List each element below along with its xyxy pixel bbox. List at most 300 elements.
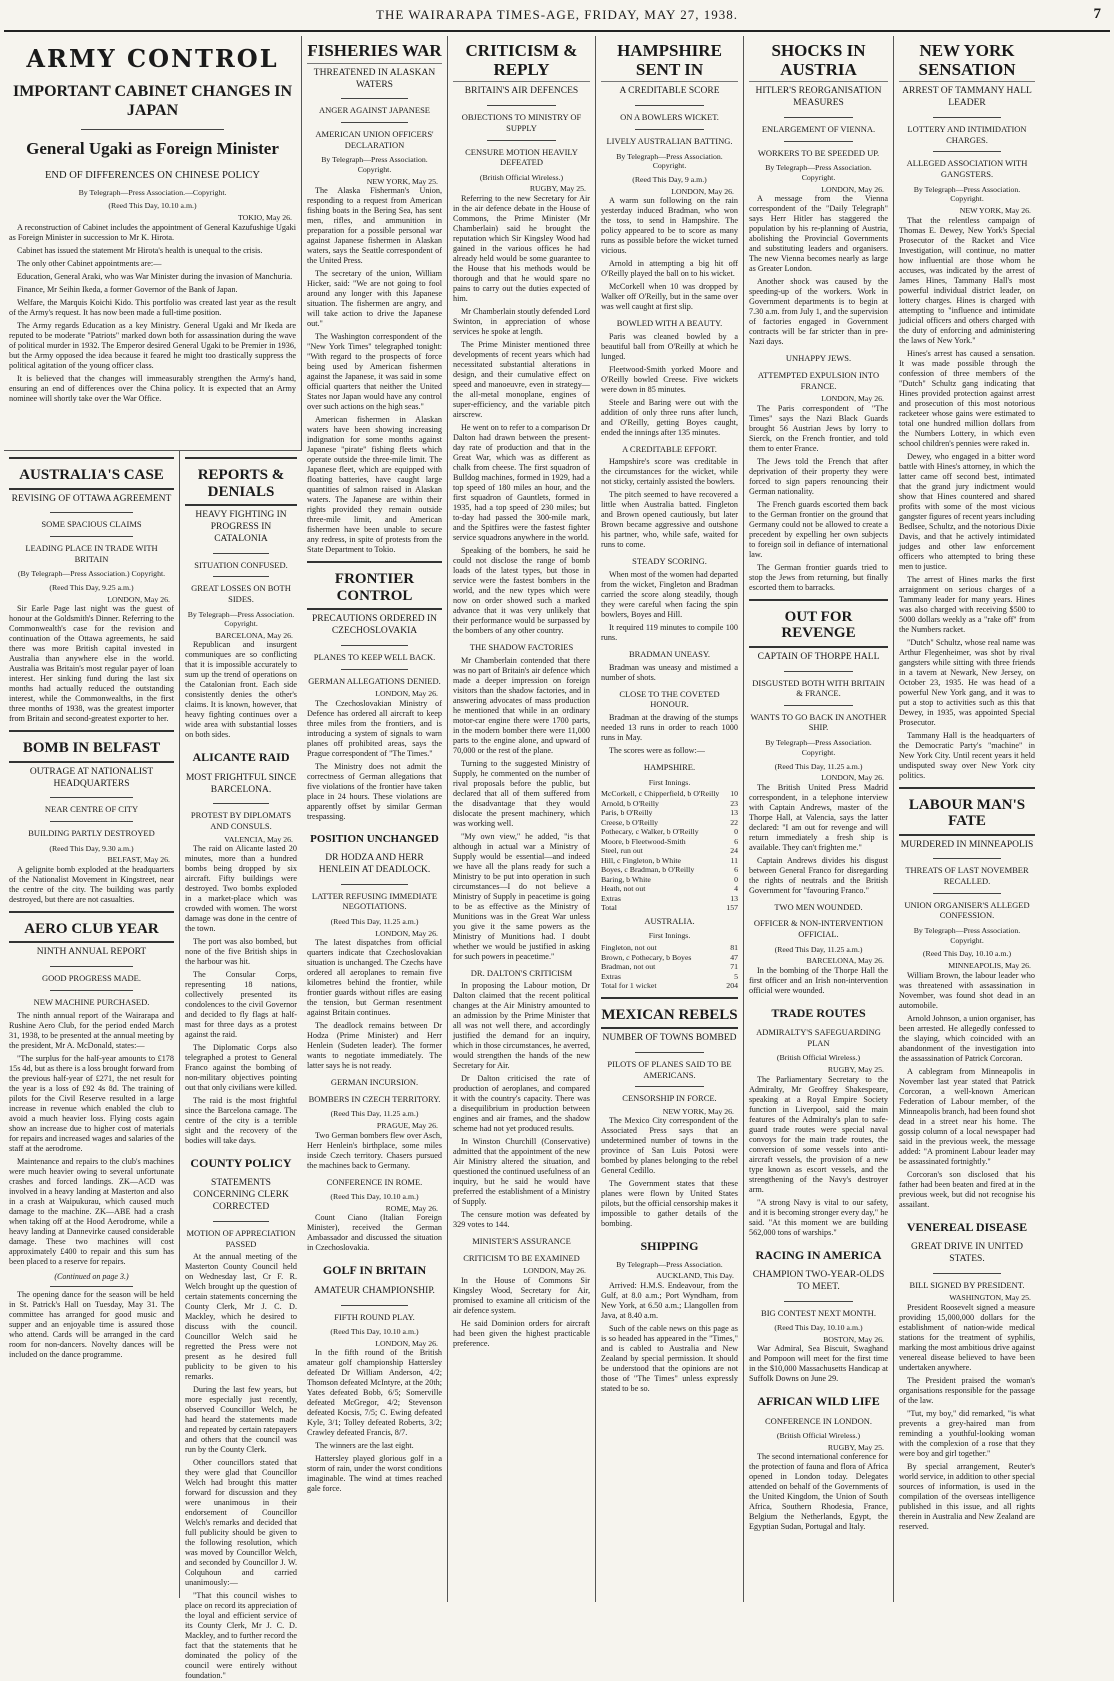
steady-body — [601, 570, 738, 643]
fisheries-place: NEW YORK, May 25. — [366, 176, 438, 186]
batsman: Brown, c Pothecary, b Boyes — [601, 952, 692, 962]
paragraph: Arnold Johnson, a union organiser, has been arrested. He allegedly confessed to the slaying, which coincided with an abandonment of the investigation into the assassination of Patrick Corcoran. — [899, 1013, 1035, 1063]
shipping-place: AUCKLAND, This Day. — [656, 1271, 734, 1281]
batsman: Extras — [601, 971, 621, 981]
paragraph: The French guards escorted them back to the German frontier on the ground that Germany could not be allowed to create a precedent by expelling her own subjects to foreign soil in defiance of international law. — [749, 499, 888, 559]
wildlife-deck: CONFERENCE IN LONDON. — [765, 1415, 872, 1426]
paragraph: The only other Cabinet appointments are:— — [17, 258, 162, 268]
paragraph: Bradman at the drawing of the stumps needed 13 runs in order to reach 1000 runs in May. — [601, 712, 738, 742]
columns — [4, 36, 1110, 1681]
paragraph: Dewey, who engaged in a bitter word battle with Hines's attorney, in which the latter came off second best, intimated that the grand jury indictment would show that Hines countered and shared profits with some of the most vicious gangster figures of recent years including Bedlsee, Schultz, and the notorious Dixie Davis, and that he actively intimidated judges and other law enforcement officers who attempted to bring these men to justice. — [899, 451, 1035, 571]
paragraph: The opening dance for the season will be held in St. Patrick's Hall on Tuesday, May 31. The committee has arranged for good music and supper and an enjoyable time is assured those who attend. Cards will be arranged in the card room for non-dancers. Novelty dances will be included on the dance programme. — [9, 1290, 174, 1360]
wounded-body — [749, 966, 888, 996]
alicante-headline: ALICANTE RAID — [192, 750, 290, 765]
reports-body — [185, 640, 297, 740]
masthead-title: THE WAIRARAPA TIMES-AGE, FRIDAY, MAY 27, 1938. — [376, 7, 738, 22]
fisheries-credit: By Telegraph—Press Association. Copyright. — [321, 155, 428, 175]
runs: 13 — [730, 808, 738, 818]
deck-line: FIFTH ROUND PLAY. — [334, 1311, 415, 1322]
revenge-received: (Reed This Day, 11.25 a.m.) — [774, 761, 863, 771]
county-headline: COUNTY POLICY — [190, 1156, 292, 1171]
trade-credit: (British Official Wireless.) — [776, 1053, 861, 1063]
runs: 4 — [734, 884, 738, 894]
column-4 — [448, 36, 596, 1602]
paragraph: Count Ciano (Italian Foreign Minister), received the German Ambassador and discussed the situation in Czechoslovakia. — [307, 1213, 442, 1253]
labour-credit: By Telegraph—Press Association. Copyright. — [913, 925, 1021, 945]
score-row — [601, 875, 738, 885]
paragraph: In the House of Commons Sir Kingsley Wood, Secretary for Air, promised to examine all criticism of the air defence system. — [453, 1275, 590, 1315]
paragraph: "Dutch" Schultz, whose real name was Arthur Flegenheimer, was shot by rival gangsters while sitting with three friends in a tavern at Newark, New Jersey, on October 23, 1935. He was head of a powerful New York gang, and it was to put a stop to activities such as this that Dewey, in 1935, was appointed Special Prosecutor. — [899, 637, 1035, 727]
deck-line: PLANES TO KEEP WELL BACK. — [313, 652, 436, 663]
score-row — [601, 818, 738, 828]
deck-line: OUTRAGE AT NATIONALIST HEADQUARTERS — [29, 766, 154, 789]
total-label: Total — [601, 903, 617, 913]
paragraph: American fishermen in Alaskan waters have been showing increasing indignation for some months against Japanese "pirate" fishing fleets which operate outside the three-mile limit. The Japanese fleet, which are equipped with floating batteries, have caught large quantities of salmon raised in Alaskan waters. The Japanese are within their rights provided they remain outside three-mile limit, and American fishermen have been unable to secure any redress, in spite of protests from the State Department to Tokio. — [307, 415, 442, 555]
jews-place: LONDON, May 26. — [821, 394, 884, 404]
batsman: Pothecary, c Walker, b O'Reilly — [601, 827, 699, 837]
criticism-headline: CRITICISM & REPLY — [453, 36, 590, 82]
deck-line: GREAT LOSSES ON BOTH SIDES. — [191, 583, 291, 604]
criticism-place: RUGBY, May 25. — [529, 184, 586, 194]
paragraph: During the last few years, but more especially just recently, observed Councillor Welch, he had heard the statements made and repeated by certain ratepayers and others that the council was run by the County Clerk. — [185, 1385, 297, 1455]
army-place: TOKIO, May 26. — [238, 213, 292, 223]
mexican-decks — [601, 1029, 738, 1107]
alicante-body — [185, 844, 297, 1146]
paragraph: The pitch seemed to have recovered a little when Australia batted. Fingleton and Brown opened cautiously, but later Brown became aggressive and outshone his partner, who, while safe, waited for runs to come. — [601, 490, 738, 550]
paragraph: The Alaska Fisherman's Union, responding to a request from American fishing boats in the Bering Sea, has sent men, rifles, and ammunition in preparation for a possible personal war against Japanese fishermen in Alaskan waters, says the Seattle correspondent of the United Press. — [307, 186, 442, 266]
paragraph: The President praised the woman's organisations responsible for the passage of the law. — [899, 1375, 1035, 1405]
runs: 0 — [734, 827, 738, 837]
column-2 — [180, 451, 302, 1681]
paragraph: Mr Chamberlain contended that there was no part of Britain's air defence which made a deeper impression on foreign visitors than the shadow factories, and in answering advocates of mass production he mentioned that while in an ordinary motor-car engine there were 1700 parts, in the modern bomber there were 11,000 parts to the engine alone, and upward of 70,000 or the rest of the plane. — [453, 655, 590, 755]
deck-line: LEADING PLACE IN TRADE WITH BRITAIN — [25, 543, 158, 564]
assurance-body — [453, 1276, 590, 1349]
paragraph: Paris was cleaned bowled by a beautiful ball from O'Reilly at which he lunged. — [601, 331, 738, 361]
paragraph: Maintenance and repairs to the club's machines were much heavier owing to several unfortunate crashes and forced landings. ZK—ACD was involved in a heavy landing at Masterton and also in a crash at Waipukurau, which caused much damage to the machine. ZK—ABE had a crash when taking off at the Hood Aerodrome, while a heavy landing at Dannevirke caused considerable damage. These two machines will cost approximately £400 to repair and this sum has been placed to a reserve for repairs. — [9, 1156, 174, 1266]
australia-decks — [9, 490, 174, 568]
racing-body — [749, 1344, 888, 1384]
deck-line: PRECAUTIONS ORDERED IN CZECHOSLOVAKIA — [311, 614, 438, 637]
paragraph: War Admiral, Sea Biscuit, Swaghand and Pompoon will meet for the first time in the $10,000 Massachusetts Handicap at Suffolk Downs on June 29. — [749, 1344, 888, 1384]
paragraph: The Consular Corps, representing 18 nations, collectively presented its condolences to the civil Governor and decided to fly flags at half-mast for three days as a protest against the raid. — [185, 970, 297, 1040]
reports-headline: REPORTS & DENIALS — [197, 467, 285, 500]
runs: 6 — [734, 836, 738, 846]
nysensation-headline: NEW YORK SENSATION — [899, 36, 1035, 82]
deck-line: SITUATION CONFUSED. — [194, 559, 288, 570]
batsman: Baring, b White — [601, 874, 651, 884]
masthead — [4, 0, 1110, 32]
austria-credit: By Telegraph—Press Association. Copyright. — [765, 163, 872, 183]
deck-line: AMATEUR CHAMPIONSHIP. — [314, 1285, 435, 1296]
batsman: Hill, c Fingleton, b White — [601, 855, 681, 865]
wounded-deck: OFFICER & NON-INTERVENTION OFFICIAL. — [753, 918, 884, 940]
scoreboard-total-1 — [601, 903, 738, 913]
paragraph: Another shock was caused by the speeding-up of the workers. Work in Government departments is to begin at 7.30 a.m. from July 1, and the supervision of factories engaged in Government contracts will be far stricter than in pre-Nazi days. — [749, 277, 888, 347]
hampshire-headline: HAMPSHIRE SENT IN — [601, 36, 738, 82]
score-row — [601, 865, 738, 875]
paragraph: The secretary of the union, William Hicker, said: "We are not going to fool around any longer with this Japanese situation. The fishermen are angry, and will take action to drive the Japanese out." — [307, 269, 442, 329]
left-block — [4, 36, 302, 1681]
deck-line: ARREST OF TAMMANY HALL LEADER — [902, 86, 1032, 109]
runs: 23 — [730, 798, 738, 808]
paragraph: Corcoran's son disclosed that his father had been beaten and fired at in the previous week, but did not recognise his assailant. — [899, 1169, 1035, 1209]
paragraph: The latest dispatches from official quarters indicate that Czechoslovakian situation is unchanged. The Czechs have ordered all aeroplanes to remain five kilometres behind the frontier, while frontier guards without rifles are easing the tension, but German resentment against Britain continues. — [307, 938, 442, 1018]
paragraph: Hines's arrest has caused a sensation. It was made possible through the confession of three members of the "Dutch" Schultz gang indicating that Hines provided protection against arrest and prosecution of this most notorious racketeer whose gains were estimated to total one hundred million dollars from the Numbers Lottery, in which even school children's pennies were raked in. — [899, 348, 1035, 448]
incursion-body — [307, 1131, 442, 1171]
assurance-place: LONDON, May 26. — [523, 1266, 586, 1276]
wildlife-headline: AFRICAN WILD LIFE — [757, 1394, 880, 1409]
runs: 11 — [730, 855, 738, 865]
coveted-headline: CLOSE TO THE COVETED HONOUR. — [619, 688, 720, 710]
rome-place: ROME, May 26. — [385, 1203, 438, 1213]
australia-place: LONDON, May 26. — [107, 594, 170, 604]
deck-line: STATEMENTS CONCERNING CLERK CORRECTED — [193, 1178, 289, 1213]
runs: 22 — [730, 817, 738, 827]
incursion-place: PRAGUE, May 26. — [376, 1121, 438, 1131]
paragraph: He said Dominion orders for aircraft had been given the highest practicable preference. — [453, 1318, 590, 1348]
beauty-headline: BOWLED WITH A BEAUTY. — [616, 318, 723, 329]
deck-line: MURDERED IN MINNEAPOLIS — [900, 839, 1034, 850]
score-row — [601, 894, 738, 904]
deck-line: DR HODZA AND HERR HENLEIN AT DEADLOCK. — [318, 852, 431, 875]
paragraph: Referring to the new Secretary for Air in the air defence debate in the House of Commons, the Prime Minister (Mr Chamberlain) said he brought the reputation which Sir Kingsley Wood had gained in the various offices he had already held would be some guarantee to the House that his methods would be thorough and that he would spare no pains to carry out the duties expected of him. — [453, 193, 590, 303]
rome-body — [307, 1213, 442, 1253]
army-deck: END OF DIFFERENCES ON CHINESE POLICY — [45, 169, 260, 181]
paragraph: In Winston Churchill (Conservative) admitted that the appointment of the new Air Ministry altered the situation, and questioned the continued usefulness of an inquiry, but he said he would have preferred the establishment of a Ministry of Supply. — [453, 1137, 590, 1207]
revenge-place: LONDON, May 26. — [821, 773, 884, 783]
paragraph: Such of the cable news on this page as is so headed has appeared in the "Times," and is cabled to Australia and New Zealand by special permission. It should be understood that the opinions are not those of "The Times" unless expressly stated to be so. — [601, 1323, 738, 1393]
column-7 — [894, 36, 1040, 1602]
paragraph: The British United Press Madrid correspondent, in a telephone interview with Captain Andrews, master of the Thorpe Hall, at Valencia, says the latter declared: "I am out for revenge and will return immediately a fresh ship is available. They can't frighten me." — [749, 782, 888, 852]
paragraph: The Jews told the French that after deprivation of their property they were forced to sign papers renouncing their German nationality. — [749, 456, 888, 496]
revenge-decks — [749, 648, 888, 736]
batsman: Heath, not out — [601, 884, 646, 894]
wildlife-body — [749, 1452, 888, 1532]
scoreboard-team-1: HAMPSHIRE. — [643, 761, 696, 772]
belfast-body — [9, 865, 174, 905]
total-value: 204 — [726, 981, 738, 991]
reports-credit: By Telegraph—Press Association. Copyright. — [187, 609, 295, 629]
deck-line: NUMBER OF TOWNS BOMBED — [602, 1033, 737, 1044]
score-row — [601, 799, 738, 809]
uneasy-headline: BRADMAN UNEASY. — [628, 649, 711, 660]
racing-headline: RACING IN AMERICA — [755, 1247, 882, 1262]
golf-body — [307, 1348, 442, 1494]
army-credit: By Telegraph—Press Association.—Copyright. — [78, 187, 227, 197]
paragraph: Arrived: H.M.S. Endeavour, from the Gulf, at 8.0 a.m.; Port Wyndham, from New York, at 6.50 a.m.; Llangollen from Java, at 8.40 a.m. — [601, 1280, 738, 1320]
venereal-place: WASHINGTON, May 25. — [949, 1293, 1031, 1303]
score-row — [601, 789, 738, 799]
aero-decks — [9, 943, 174, 1010]
paragraph: In the bombing of the Thorpe Hall the first officer and an Irish non-intervention official were wounded. — [749, 965, 888, 995]
deck-line: CHAMPION TWO-YEAR-OLDS TO MEET. — [752, 1269, 885, 1292]
scoreboard-innings-1: First Innings. — [648, 777, 691, 787]
army-body — [9, 223, 296, 404]
score-row — [601, 856, 738, 866]
jews-headline: UNHAPPY JEWS. — [785, 353, 852, 364]
total-value: 157 — [726, 903, 738, 913]
runs: 13 — [730, 893, 738, 903]
score-row — [601, 943, 738, 953]
deck-line: DISGUSTED BOTH WITH BRITAIN & FRANCE. — [752, 677, 885, 699]
column-3 — [302, 36, 448, 1602]
deck-line: THREATS OF LAST NOVEMBER RECALLED. — [905, 865, 1029, 887]
paragraph: The Paris correspondent of "The Times" says the Nazi Black Guards brought 56 Austrian Jews by lorry to Sierck, on the French frontier, and told them to enter France. — [749, 403, 888, 453]
deck-line: UNION ORGANISER'S ALLEGED CONFESSION. — [904, 899, 1030, 921]
total-label: Total for 1 wicket — [601, 981, 657, 991]
deck-line: CENSORSHIP IN FORCE. — [622, 1093, 717, 1104]
belfast-headline: BOMB IN BELFAST — [22, 740, 161, 757]
aero-headline: AERO CLUB YEAR — [24, 920, 159, 937]
deck-line: CENSURE MOTION HEAVILY DEFEATED — [465, 146, 578, 168]
mexican-body — [601, 1116, 738, 1229]
paragraph: He went on to refer to a comparison Dr Dalton had drawn between the present-day rate of production and that in the Great War, which was as different as chalk from cheese. The first squadron of Bulldog machines, formed in 1929, had a top speed of 180 miles an hour, and the first squadron of Gauntlets, formed in 1935, had a top speed of 230 miles; but to-day had passed the 300-mile mark, and the Spitfires were the fastest fighter service squadrons anywhere in the world. — [453, 422, 590, 542]
incursion-deck: BOMBERS IN CZECH TERRITORY. — [308, 1093, 441, 1104]
hampshire-body — [601, 196, 738, 312]
criticism-body — [453, 194, 590, 636]
racing-received: (Reed This Day, 10.10 a.m.) — [774, 1323, 863, 1333]
belfast-decks — [9, 763, 174, 842]
paragraph: Turning to the suggested Ministry of Supply, he commented on the number of rival proposals before the public, but declared that all of them suffered from the disadvantage that they would dislocate the present machinery, which was working well. — [453, 758, 590, 828]
deck-line: PROTEST BY DIPLOMATS AND CONSULS. — [190, 810, 292, 832]
austria-headline: SHOCKS IN AUSTRIA — [749, 36, 888, 82]
hampshire-received: (Reed This Day, 9 a.m.) — [632, 174, 707, 184]
deck-line: GREAT DRIVE IN UNITED STATES. — [911, 1241, 1023, 1264]
paragraph: The deadlock remains between Dr Hodza (Prime Minister) and Herr Henlein (Sudeten leader). The former wants to negotiate immediately. The latter says he is not ready. — [307, 1021, 442, 1071]
shadow-headline: THE SHADOW FACTORIES — [469, 641, 574, 652]
paragraph: A reconstruction of Cabinet includes the appointment of General Kazufushige Ugaki as Foreign Minister in succession to Mr K. Hirota. — [9, 222, 296, 242]
deck-line: WANTS TO GO BACK IN ANOTHER SHIP. — [750, 711, 887, 733]
scoreboard — [601, 759, 738, 991]
frontier-place: LONDON, May 26. — [375, 689, 438, 699]
nysensation-credit: By Telegraph—Press Association. Copyright. — [913, 184, 1021, 204]
batsman: Paris, b O'Reilly — [601, 808, 653, 818]
paragraph: It required 119 minutes to compile 100 runs. — [601, 623, 738, 643]
score-row — [601, 837, 738, 847]
army-subhead: IMPORTANT CABINET CHANGES IN JAPAN — [12, 83, 293, 119]
column-5 — [596, 36, 744, 1602]
paragraph: Arnold in attempting a big hit off O'Reilly played the ball on to his wicket. — [601, 259, 738, 279]
paragraph: A message from the Vienna correspondent of the "Daily Telegraph" says Herr Hitler has staggered the population by his re-planning of Austria, abolishing the Provincial Governments and substituting leaders and organisers. The new Vienna becomes nearly as large as Greater London. — [749, 194, 888, 274]
paragraph: Finance, Mr Seihin Ikeda, a former Governor of the Bank of Japan. — [17, 284, 238, 294]
effort-body — [601, 457, 738, 550]
frontier-decks — [307, 610, 442, 689]
frontier-body — [307, 699, 442, 822]
column-1 — [4, 451, 180, 1598]
deck-line: NEAR CENTRE OF CITY — [44, 804, 139, 815]
assurance-headline: MINISTER'S ASSURANCE — [472, 1236, 571, 1247]
wildlife-place: RUGBY, May 25. — [827, 1442, 884, 1452]
belfast-place: BELFAST, May 26. — [107, 855, 170, 865]
score-row — [601, 846, 738, 856]
hampshire-credit: By Telegraph—Press Association. Copyright. — [616, 151, 723, 171]
paragraph: Speaking of the bombers, he said he could not disclose the range of bomb loads of the latest types, but those in service were the fastest bombers in the world, and the new types which were now on order showed such a marked advance that it was very unlikely that their performance would be surpassed by the bombers of any other country. — [453, 545, 590, 635]
paragraph: William Brown, the labour leader who was threatened with assassination in November, was found shot dead in an automobile. — [899, 970, 1035, 1010]
rome-headline: CONFERENCE IN ROME. — [326, 1176, 423, 1187]
deck-line: GERMAN ALLEGATIONS DENIED. — [308, 675, 441, 686]
deck-line: WORKERS TO BE SPEEDED UP. — [757, 147, 880, 158]
beauty-body — [601, 332, 738, 438]
austria-decks — [749, 82, 888, 161]
dance-body — [9, 1290, 174, 1360]
score-row — [601, 808, 738, 818]
mexican-place: NEW YORK, May 26. — [662, 1106, 734, 1116]
trade-body — [749, 1075, 888, 1238]
army-headline: ARMY CONTROL — [26, 44, 279, 73]
labour-body — [899, 971, 1035, 1210]
labour-decks — [899, 836, 1035, 924]
racing-place: BOSTON, May 26. — [823, 1334, 884, 1344]
paragraph: "The surplus for the half-year amounts to £178 15s 4d, but as there is a loss brought forward from the previous half-year of £271, the net result for the year is a loss of £92 4s 8d. The training of pilots for the Civil Reserve resulted in a large increase in revenue which enabled the club to avoid a much heavier loss. Flying costs again show an increase due to higher cost of materials for repairs and increased wages and salaries of the staff at the aerodrome. — [9, 1053, 174, 1153]
deck-line: GOOD PROGRESS MADE. — [42, 973, 141, 984]
wildlife-credit: (British Official Wireless.) — [776, 1431, 861, 1441]
paragraph: Hampshire's score was creditable in the circumstances for the wicket, while not sticky, certainly assisted the bowlers. — [601, 457, 738, 487]
batsman: Creese, b O'Reilly — [601, 817, 659, 827]
effort-headline: A CREDITABLE EFFORT. — [622, 443, 717, 454]
paragraph: The Diplomatic Corps also telegraphed a protest to General Franco against the bombing of non-military objectives pointing out that only civilians were killed. — [185, 1043, 297, 1093]
deck-line: BILL SIGNED BY PRESIDENT. — [909, 1279, 1025, 1290]
scoreboard-team-2: AUSTRALIA. — [644, 915, 695, 926]
alicante-decks — [185, 769, 297, 835]
wounded-received: (Reed This Day, 11.25 a.m.) — [774, 944, 863, 954]
paragraph: The raid is the most frightful since the Barcelona carnage. The centre of the city is a terrible sight and the recovery of the bodies will take days. — [185, 1096, 297, 1146]
deck-line: CAPTAIN OF THORPE HALL — [757, 651, 880, 662]
nysensation-place: NEW YORK, May 26. — [959, 206, 1031, 216]
shipping-credit: By Telegraph—Press Association. — [616, 1259, 723, 1269]
paragraph: A cablegram from Minneapolis in November last year stated that Patrick Corcoran, a well-known American Federation of Labour member, of the Minneapolis branch, had been found shot dead in a street near his home. The gossip column of a local newspaper had said in the previous week, the message added: "A prominent Labour leader may be assassinated fortnightly." — [899, 1066, 1035, 1166]
runs: 71 — [730, 962, 738, 972]
paragraph: In the fifth round of the British amateur golf championship Hattersley defeated Dr William Anderson, 4/2; Thomson defeated McIntyre, at the 20th; Yates defeated Bobb, 6/5; Somerville defeated McGregor, 4/2; Stevenson defeated Kocsis, 7/5; C. Ewing defeated Kyle, 3/1; Tolley defeated Roberts, 3/2; Crawley defeated Francis, 8/7. — [307, 1348, 442, 1438]
deck-line: ANGER AGAINST JAPANESE — [319, 105, 430, 116]
fisheries-body — [307, 186, 442, 555]
score-row — [601, 972, 738, 982]
deck-line: MOST FRIGHTFUL SINCE BARCELONA. — [185, 772, 297, 795]
incursion-headline: GERMAN INCURSION. — [330, 1077, 419, 1088]
deck-line: OBJECTIONS TO MINISTRY OF SUPPLY — [461, 112, 582, 133]
coveted-body — [601, 713, 738, 756]
page-number: 7 — [1093, 6, 1102, 22]
paragraph: Republican and insurgent communiques are so conflicting that it is impossible accurately to sum up the trend of operations on the Catalonian front. Each side consistently denies the other's claims. It is known, however, that heavy fighting continues over a wide area with substantial losses on both sides. — [185, 640, 297, 740]
venereal-body — [899, 1303, 1035, 1532]
paragraph: By special arrangement, Reuter's world service, in addition to other special sources of information, is used in the compilation of the overseas intelligence published in this issue, and all rights therein in Australia and New Zealand are reserved. — [899, 1461, 1035, 1531]
position-received: (Reed This Day, 11.25 a.m.) — [330, 916, 419, 926]
golf-place: LONDON, May 26. — [375, 1338, 438, 1348]
paragraph: Steele and Baring were out with the addition of only three runs after lunch, and O'Reilly, getting Boyes caught, ended the innings after 135 minutes. — [601, 397, 738, 437]
deck-line: BRITAIN'S AIR DEFENCES — [464, 86, 579, 97]
paragraph: Other councillors stated that they were glad that Councillor Welch had brought this matter forward for discussion and they were unanimous in their endorsement of Councillor Welch's remarks and decided that full publicity should be given to the following resolution, which was moved by Councillor Welch, and seconded by Councillor J. W. Colquhoun and carried unanimously:— — [185, 1458, 297, 1588]
paragraph: Education, General Araki, who was War Minister during the invasion of Manchuria. — [17, 271, 293, 281]
steady-headline: STEADY SCORING. — [632, 556, 707, 567]
paragraph: Fleetwood-Smith yorked Moore and O'Reilly bowled Creese. Five wickets were down in 85 minutes. — [601, 364, 738, 394]
hampshire-place: LONDON, May 26. — [671, 186, 734, 196]
paragraph: The Prime Minister mentioned three developments of recent years which had necessitated substantial alterations in design, and their cumulative effect on speed and manoeuvre, even in strategy—the all-metal monoplane, engines of super-efficiency, and the variable pitch airscrew. — [453, 339, 590, 419]
venereal-decks — [899, 1238, 1035, 1293]
paragraph: The scores were as follow:— — [609, 745, 705, 755]
paragraph: The censure motion was defeated by 329 votes to 144. — [453, 1210, 590, 1230]
scoreboard-total-2 — [601, 981, 738, 991]
score-row — [601, 953, 738, 963]
paragraph: In proposing the Labour motion, Dr Dalton claimed that the recent political changes at the Air Ministry amounted to an admission by the Prime Minister that all was not well there, and accordingly justified the demand for an inquiry, which in those circumstances, he averred, would strengthen the hands of the new Secretary for Air. — [453, 981, 590, 1071]
paragraph: Captain Andrews divides his disgust between General Franco for disregarding the rights of neutrals and the British Government for "favouring Franco." — [749, 855, 888, 895]
uneasy-body — [601, 663, 738, 683]
batsman: Extras — [601, 893, 621, 903]
paragraph: Sir Earle Page last night was the guest of honour at the Goldsmith's Dinner. Referring to the Commonwealth's case for the revision and continuation of the Ottawa agreements, he said there was more British capital invested in Australia than anywhere else in the world. Australia was Britain's most regular payer of loan interest. Her sinking fund during the last six months had actually reduced the outstanding interest, while the Commonwealths, in the first three months of 1938, was the greatest importer from Britain and second-greatest exporter to her. — [9, 604, 174, 724]
paragraph: "A strong Navy is vital to our safety, and it is becoming stronger every day," he said. "At this moment we are building 562,000 tons of warships." — [749, 1197, 888, 1237]
deck-line: MOTION OF APPRECIATION PASSED — [186, 1227, 296, 1249]
army-subhead-2: General Ugaki as Foreign Minister — [26, 139, 279, 159]
paragraph: "My own view," he added, "is that although in actual war a Ministry of Supply would be essential—and indeed we have all the plans ready for such a Ministry to be put into operation in such circumstances—I do not believe a Ministry of Supply in peacetime is going to be as effective as the Ministry of Munitions was in the Great War unless you give it the same powers as the Ministry of Munitions had. I doubt whether we would be justified in asking for such powers in peacetime." — [453, 831, 590, 961]
golf-decks — [307, 1282, 442, 1326]
paragraph: Bradman was uneasy and mistimed a number of shots. — [601, 662, 738, 682]
shipping-headline: SHIPPING — [640, 1239, 699, 1254]
batsman: Moore, b Fleetwood-Smith — [601, 836, 686, 846]
runs: 0 — [734, 874, 738, 884]
deck-line: LIVELY AUSTRALIAN BATTING. — [606, 135, 733, 146]
runs: 6 — [734, 865, 738, 875]
paragraph: When most of the women had departed from the wicket, Fingleton and Bradman carried the score along steadily, though they were careful when facing the spin bowlers, Boyes and Hill. — [601, 570, 738, 620]
australia-credit: (By Telegraph—Press Association.) Copyright. — [17, 569, 166, 579]
runs: 47 — [730, 952, 738, 962]
paragraph: The second international conference for the protection of fauna and flora of Africa opened in London today. Delegates attended on behalf of the Governments of the United Kingdom, the Union of South Africa, Southern Rhodesia, France, Belgium the Netherlands, Egypt, the Egyptian Sudan, Portugal and Italy. — [749, 1452, 888, 1532]
paragraph: "Tut, my boy," did remarked, "is what prevents a grey-haired man from reminding a youthful-looking woman with the complexion of a rose that they were boy and girl together." — [899, 1408, 1035, 1458]
paragraph: The Government states that these planes were flown by United States pilots, but the official censorship makes it impossible to gather details of the bombing. — [601, 1179, 738, 1229]
labour-received: (Reed This Day, 10.10 a.m.) — [922, 949, 1012, 959]
criticism-decks — [453, 82, 590, 170]
shipping-body — [601, 1281, 738, 1394]
revenge-headline: OUT FOR REVENGE — [781, 608, 856, 642]
australia-received: (Reed This Day, 9.25 a.m.) — [49, 582, 134, 592]
wounded-place: BARCELONA, May 26. — [806, 956, 884, 966]
dalton-body — [453, 981, 590, 1230]
deck-line: LATTER REFUSING IMMEDIATE NEGOTIATIONS. — [311, 890, 438, 912]
army-received: (Reed This Day, 10.10 a.m.) — [108, 201, 197, 211]
position-place: LONDON, May 26. — [375, 928, 438, 938]
runs: 24 — [730, 846, 738, 856]
mexican-headline: MEXICAN REBELS — [601, 1006, 738, 1023]
reports-decks — [185, 506, 297, 608]
score-row — [601, 827, 738, 837]
australia-body — [9, 604, 174, 724]
austria-place: LONDON, May 26. — [821, 184, 884, 194]
paragraph: Cabinet has issued the statement Mr Hirota's health is unequal to the crisis. — [17, 245, 263, 255]
paragraph: The ninth annual report of the Wairarapa and Rushine Aero Club, for the period ended March 31, 1938, to be presented at the annual meeting by the president, Mr A. McDonald, states:— — [9, 1010, 174, 1050]
rome-received: (Reed This Day, 10.10 a.m.) — [330, 1192, 419, 1202]
labour-place: MINNEAPOLIS, May 26. — [948, 961, 1031, 971]
frontier-headline: FRONTIER CONTROL — [334, 571, 415, 604]
deck-line: REVISING OF OTTAWA AGREEMENT — [11, 493, 172, 504]
golf-headline: GOLF IN BRITAIN — [322, 1263, 427, 1278]
paragraph: "That this council wishes to place on record its appreciation of the loyal and efficient service of its County Clerk, Mr J. C. D. Mackley, and to further record the fact that the statements that he dominated the policy of the council were entirely without foundation." — [185, 1591, 297, 1681]
army-article — [4, 36, 302, 451]
paragraph: At the annual meeting of the Masterton County Council held on Wednesday last, Cr F. R. Welch brought up the question of certain statements concerning the County Clerk, Mr J. C. D. Mackley, which he desired to discuss with the council. Councillor Welch said he regretted the Press were not present as he desired full publicity to be given to his remarks. — [185, 1252, 297, 1382]
deck-line: NEW MACHINE PURCHASED. — [33, 996, 150, 1007]
runs: 10 — [730, 789, 738, 799]
deck-line: ENLARGEMENT OF VIENNA. — [761, 124, 876, 135]
deck-line: LOTTERY AND INTIMIDATION CHARGES. — [907, 124, 1027, 145]
county-body — [185, 1252, 297, 1681]
paragraph: The Parliamentary Secretary to the Admiralty, Mr Geoffrey Shakespeare, speaking at a Royal Empire Society function in Liverpool, said the main features of the Admiralty's plan to safe-guard trade routes were special naval convoys for the main trade routes, the conversion of some vessels into anti-aircraft vessels, the provision of a new type known as escort vessels, and the strengthening of the Navy's destroyer arm. — [749, 1074, 888, 1194]
hampshire-decks — [601, 82, 738, 149]
jews-deck: ATTEMPTED EXPULSION INTO FRANCE. — [757, 369, 880, 391]
paragraph: Dr Dalton criticised the rate of production of aeroplanes, and compared it with the country's capacity. There was a disequilibrium in production between engines and air frames, and the shadow scheme had not yet produced results. — [453, 1074, 590, 1134]
position-body — [307, 938, 442, 1071]
scoreboard-table-2 — [601, 943, 738, 981]
batsman: Arnold, b O'Reilly — [601, 798, 659, 808]
batsman: Bradman, not out — [601, 962, 656, 972]
paragraph: Mr Chamberlain stoutly defended Lord Swinton, in appreciation of whose services he spoke at length. — [453, 306, 590, 336]
deck-line: THREATENED IN ALASKAN WATERS — [313, 67, 436, 90]
paragraph: Two German bombers flew over Asch, Herr Henlein's birthplace, some miles inside Czech territory. Chasers pursued the machines back to Germany. — [307, 1130, 442, 1170]
